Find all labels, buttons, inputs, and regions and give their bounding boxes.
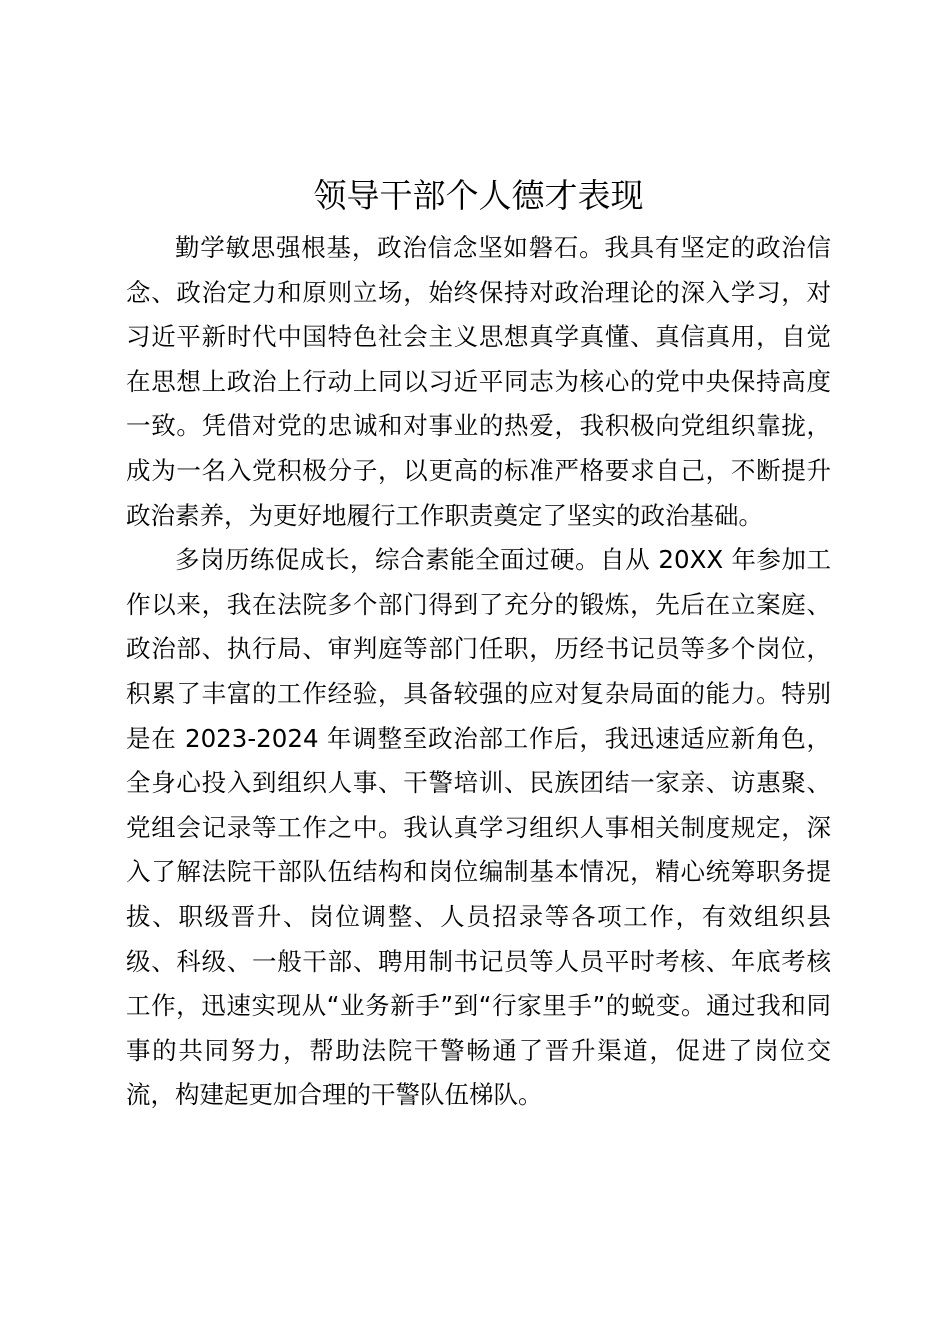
document-title: 领导干部个人德才表现 [313,176,644,215]
document-page [126,168,831,1118]
paragraph-work-experience: 多岗历练促成长，综合素能全面过硬。自从 20XX 年参加工作以来，我在法院多个部门得到了充分的锻炼，先后在立案庭、政治部、执行局、审判庭等部门任职，历经书记员等多个岗位，积累了丰富的工作经验，具备较强的应对复杂局面的能力。特别是在 2023-2024 年调整至政治部工作后，我迅速适应新角色，全身心投入到组织人事、干警培训、民族团结一家亲、访惠聚、党组会记录等工作之中。我认真学习组织人事相关制度规定，深入了解法院干部队伍结构和岗位编制基本情况，精心统筹职务提拔、职级晋升、岗位调整、人员招录等各项工作，有效组织县级、科级、一般干部、聘用制书记员等人员平时考核、年底考核工作，迅速实现从“业务新手”到“行家里手”的蜕变。通过我和同事的共同努力，帮助法院干警畅通了晋升渠道，促进了岗位交流，构建起更加合理的干警队伍梯队。 [126,545,831,1110]
paragraph-political-belief: 勤学敏思强根基，政治信念坚如磐石。我具有坚定的政治信念、政治定力和原则立场，始终保持对政治理论的深入学习，对习近平新时代中国特色社会主义思想真学真懂、真信真用，自觉在思想上政治上行动上同以习近平同志为核心的党中央保持高度一致。凭借对党的忠诚和对事业的热爱，我积极向党组织靠拢，成为一名入党积极分子，以更高的标准严格要求自己，不断提升政治素养，为更好地履行工作职责奠定了坚实的政治基础。 [126,233,831,530]
